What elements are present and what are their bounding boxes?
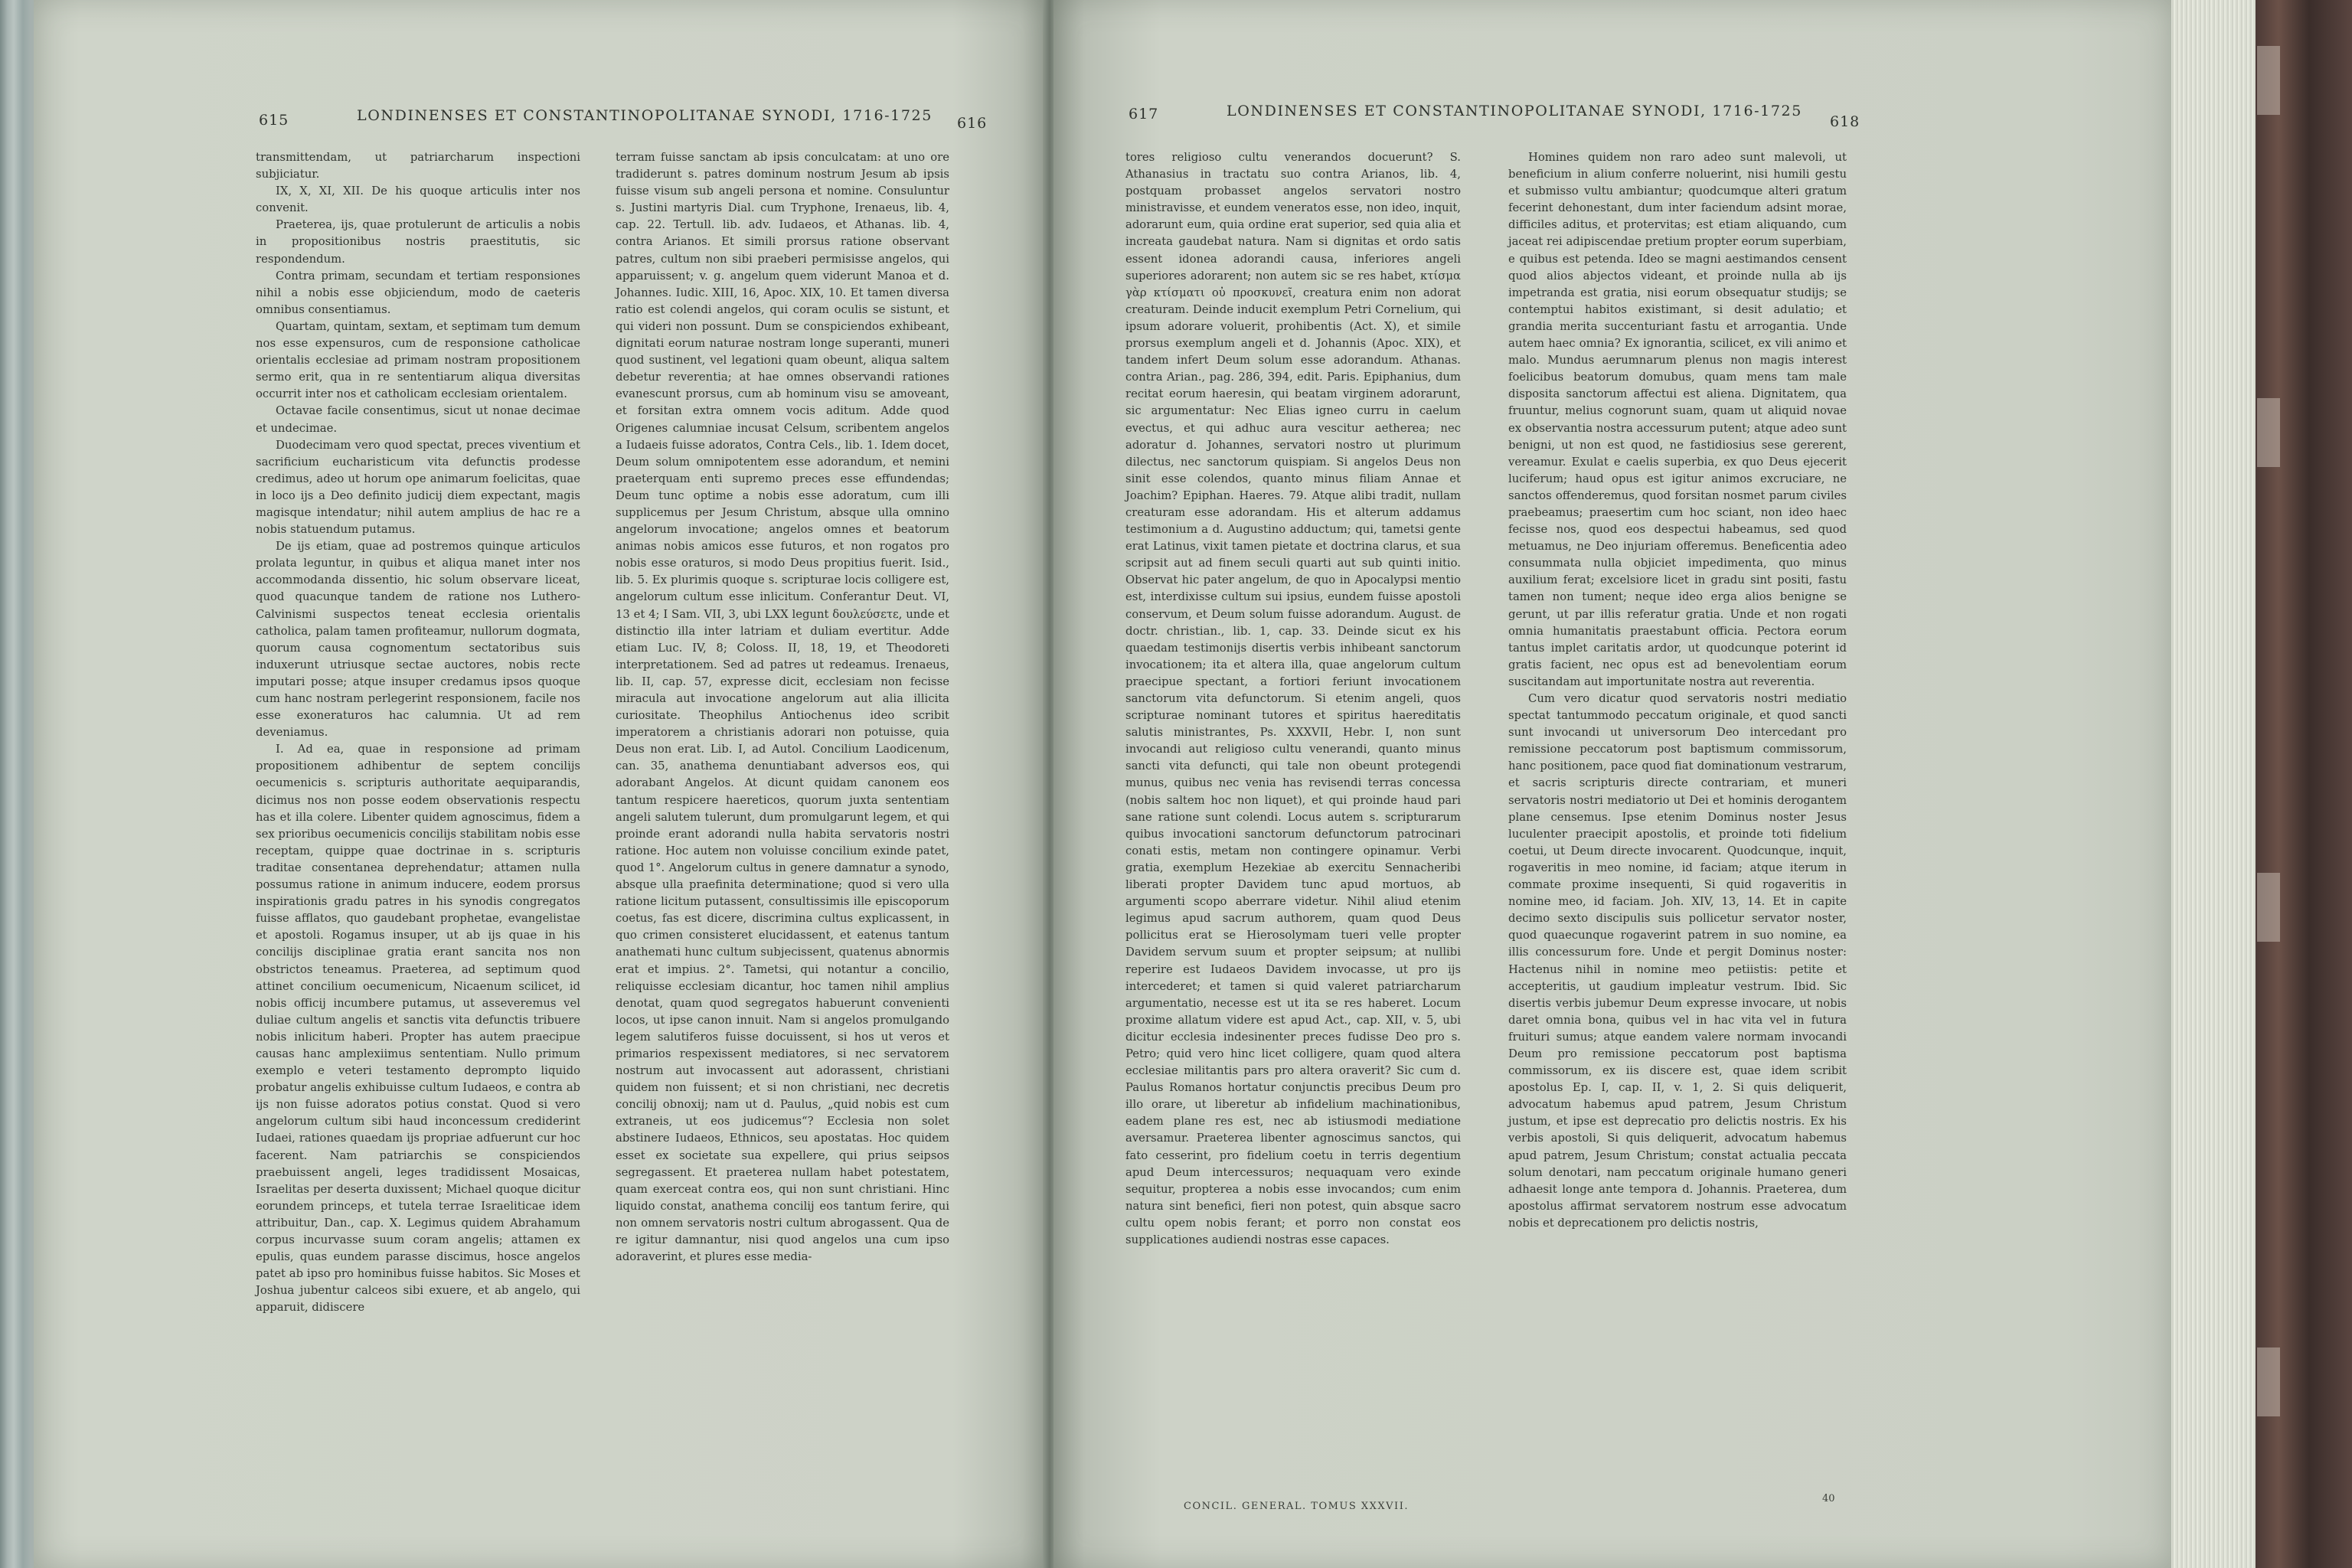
page-number-617: 617 xyxy=(1129,106,1159,122)
running-title-left: LONDINENSES ET CONSTANTINOPOLITANAE SYNODI, 1716-1725 xyxy=(357,107,933,124)
paragraph: tores religioso cultu venerandos docuerunt? S. Athanasius in tractatu suo contra Arianos, lib. 4, postquam probasset angelos servatori nostro ministravisse, et eundem veneratos esse, non ideo, inquit, adorarunt eum, quia ordine erat superior, sed quia alia et increata gaudebat natura. Nam si dignitas et ordo satis essent idonea adorandi causa, inferiores angeli superiores adorarent; non autem sic se res habet, κτίσμα γὰρ κτίσματι οὐ προσκυνεῖ, creatura enim non adorat creaturam. Deinde inducit exemplum Petri Cornelium, qui ipsum adorare voluerit, prohibentis (Act. X), et simile prorsus exemplum angeli et d. Johannis (Apoc. XIX), et tandem infert Deum solum esse adorandum. Athanas. contra Arian., pag. 286, 394, edit. Paris. Epiphanius, dum recitat eorum haeresin, qui beatam virginem adorarunt, sic argumentatur: Nec Elias igneo curru in caelum evectus, et qui adhuc aura vescitur aetherea; nec adoratur d. Johannes, servatori nostro ut plurimum dilectus, nec sanctorum quispiam. Si angelos Deus non sinit esse colendos, quanto minus filiam Annae et Joachim? Epiphan. Haeres. 79. Atque alibi tradit, nullam creaturam esse adorandam. His et alterum addamus testimonium a d. Augustino adductum; qui, tametsi gente erat Latinus, vixit tamen pietate et doctrina clarus, et sua scripsit aut ad finem seculi quarti aut sub quinti initio. Observat hic pater angelum, de quo in Apocalypsi mentio est, interdixisse cultum sui ipsius, eundem fuisse apostoli conservum, et Deum solum fuisse adorandum. August. de doctr. christian., lib. 1, cap. 33. Deinde sicut ex his quaedam testimonijs disertis verbis inhibeant sanctorum invocationem; ita et altera illa, quae angelorum cultum praecipue spectant, a fortiori feriunt invocationem sanctorum vita defunctorum. Si etenim angeli, quos scripturae nominant tutores et spiritus haereditatis salutis ministrantes, Ps. XXXVII, Hebr. I, non sunt invocandi aut religioso cultu venerandi, quanto minus sancti vita defuncti, qui tale non obeunt protegendi munus, quibus nec venia has revisendi terras concessa (nobis saltem hoc non liquet), et qui proinde haud pari sane ratione sunt colendi. Locus autem s. scripturarum quibus invocationi sanctorum defunctorum patrocinari conati estis, metam non contingere opinamur. Verbi gratia, exemplum Hezekiae ab exercitu Sennacheribi liberati propter Davidem tunc apud mortuos, ab argumenti scopo aberrare videtur. Nihil aliud etenim legimus apud sacrum authorem, quam quod Deus pollicitus erat se Hierosolymam tueri velle propter Davidem servum suum et propter seipsum; at nullibi reperire est Iudaeos Davidem invocasse, ut pro ijs intercederet; et tamen si quid valeret patriarcharum argumentatio, necesse est ut ita se res haberet. Locum proxime allatum videre est apud Act., cap. XII, v. 5, ubi dicitur ecclesia indesinenter preces fudisse Deo pro s. Petro; quid vero hinc licet colligere, quam quod altera ecclesiae militantis pars pro altera oraverit? Sic cum d. Paulus Romanos hortatur conjunctis precibus Deum pro illo orare, ut liberetur ab infidelium machinationibus, eadem plane res est, nec ab istiusmodi mediatione aversamur. Praeterea libenter agnoscimus sanctos, qui fato cesserint, pro fidelium coetu in terris degentium apud Deum intercessuros; nequaquam vero exinde sequitur, propterea a nobis esse invocandos; cum enim natura sint benefici, fieri non potest, quin absque sacro cultu opem nobis ferant; et porro non constat eos supplicationes audiendi nostras esse capaces. xyxy=(1125,151,1461,1246)
paragraph: Praeterea, ijs, quae protulerunt de articulis a nobis in propositionibus nostris praestitutis, sic respondendum. xyxy=(256,218,580,266)
right-page-column-1 xyxy=(1125,149,1461,1249)
page-fore-edge xyxy=(2171,0,2256,1568)
right-page-column-2 xyxy=(1508,149,1847,1232)
paragraph: terram fuisse sanctam ab ipsis conculcatam: at uno ore tradiderunt s. patres dominum nostrum Jesum ab ipsis fuisse visum sub angeli persona et nomine. Consuluntur s. Justini martyris Dial. cum Tryphone, Irenaeus, lib. 4, cap. 22. Tertull. lib. adv. Iudaeos, et Athanas. lib. 4, contra Arianos. Et simili prorsus ratione observant patres, cultum non sibi praeberi permisisse angelos, qui apparuissent; v. g. angelum quem viderunt Manoa et d. Johannes. Iudic. XIII, 16, Apoc. XIX, 10. Et tamen diversa ratio est colendi angelos, qui coram oculis se sistunt, et qui videri non possunt. Dum se conspiciendos exhibeant, dignitati eorum naturae nostram longe superanti, muneri quod sustinent, vel legationi quam obeunt, aliqua saltem debetur reverentia; at hae omnes observandi rationes evanescunt prorsus, cum ab hominum visu se amoveant, et forsitan extra omnem vocis aditum. Adde quod Origenes calumniae incusat Celsum, scribentem angelos a Iudaeis fuisse adoratos, Contra Cels., lib. 1. Idem docet, Deum solum omnipotentem esse adorandum, et nemini praeterquam enti supremo preces esse effundendas; Deum tunc optime a nobis esse adoratum, cum illi supplicemus per Jesum Christum, absque ulla omnino angelorum invocatione; angelos omnes et beatorum animas nobis amicos esse futuros, et non rogatos pro nobis esse oraturos, si modo Deus propitius fuerit. Isid., lib. 5. Ex plurimis quoque s. scripturae locis colligere est, angelorum cultum esse inlicitum. Conferantur Deut. VI, 13 et 4; I Sam. VII, 3, ubi LXX legunt δουλεύσετε, unde et distinctio illa inter latriam et duliam evertitur. Adde etiam Luc. IV, 8; Coloss. II, 18, 19, et Theodoreti interpretationem. Sed ad patres ut redeamus. Irenaeus, lib. II, cap. 57, expresse dicit, ecclesiam non fecisse miracula aut invocatione angelorum aut alia illicita curiositate. Theophilus Antiochenus ideo scribit imperatorem a christianis adorari non potuisse, quia Deus non erat. Lib. I, ad Autol. Concilium Laodicenum, can. 35, anathema denuntiabant adversos eos, qui adorabant Angelos. At dicunt quidam canonem eos tantum respicere haereticos, quorum juxta sententiam angeli salutem tulerunt, dum promulgarunt legem, et qui proinde erant adorandi nulla habita servatoris nostri ratione. Hoc autem non voluisse concilium exinde patet, quod 1°. Angelorum cultus in genere damnatur a synodo, absque ulla praefinita determinatione; quod si vero ulla ratione licitum putassent, consultissimis ille episcoporum coetus, fas est dicere, discrimina cultus explicassent, in quo crimen consisteret elucidassent, et eatenus tantum anathemati hunc cultum subjecissent, quatenus abnormis erat et impius. 2°. Tametsi, qui notantur a concilio, reliquisse ecclesiam dicantur, hoc tamen nihil amplius denotat, quam quod segregatos habuerunt convenienti locos, ut ipse canon innuit. Nam si angelos promulgando legem salutiferos fuisse docuissent, si hos ut veros et primarios respexissent mediatores, si nec servatorem nostrum aut invocassent aut adorassent, christiani quidem non fuissent; et si non christiani, nec decretis concilij obnoxij; nam ut d. Paulus, „quid nobis est cum extraneis, ut eos judicemus“? Ecclesia non solet abstinere Iudaeos, Ethnicos, seu apostatas. Hoc quidem esset ex societate sua expellere, qui prius seipsos segregassent. Et praeterea nullam habet potestatem, quam exerceat contra eos, qui non sunt christiani. Hinc liquido constat, anathema concilij eos tantum ferire, qui non omnem servatoris nostri cultum abrogassent. Qua de re igitur damnantur, nisi quod angelos una cum ipso adoraverint, et plures esse media- xyxy=(616,151,949,1264)
paragraph: Homines quidem non raro adeo sunt malevoli, ut beneficium in alium conferre noluerint, nisi humili gestu et submisso vultu ambiantur; quodcumque alteri gratum fecerint dehonestant, dum inter faciendum adsint morae, difficiles aditus, et protervitas; est etiam aliquando, cum jaceat rei adipiscendae pretium propter eorum superbiam, e quibus est petenda. Ideo se magni aestimandos censent quod alios abjectos videant, et proinde nulla ab ijs impetranda est gratia, nisi eorum obsequatur studijs; se contemptui habitos existimant, si desit adulatio; et grandia merita succenturiant fastu et arrogantia. Unde autem haec omnia? Ex ignorantia, scilicet, ex vili animo et malo. Mundus aerumnarum plenus non magis interest foelicibus beatorum domubus, quam mens tam male disposita sanctorum affectui est aliena. Dignitatem, qua fruuntur, melius cognorunt suam, quam ut aliquid novae ex observantia nostra accessurum putent; atque adeo sunt benigni, ut non est quod, ne fastidiosius sese gererent, vereamur. Exulat e caelis superbia, ex quo Deus ejecerit luciferum; haud opus est igitur animos excruciare, ne sanctos offenderemus, quod forsitan nosmet parum civiles praebeamus; praesertim cum hoc sciant, non ideo haec fecisse nos, quod eos despectui habeamus, sed quod metuamus, ne Deo injuriam offeremus. Beneficentia adeo consummata nulla objiciet impedimenta, quo minus auxilium ferat; excelsiore licet in gradu sint positi, fastu tamen non tument; neque ideo erga alios benigne se gerunt, ut par illis referatur gratia. Unde et non rogati omnia humanitatis praestabunt officia. Pectora eorum tantus implet caritatis ardor, ut quodcunque poterint id gratis facient, nec opus est ad benevolentiam eorum suscitandam aut importunitate nostra aut reverentia. xyxy=(1508,151,1847,688)
paragraph: I. Ad ea, quae in responsione ad primam propositionem adhibentur de septem concilijs oecumenicis s. scripturis authoritate aequiparandis, dicimus nos non posse eodem observationis respectu has et illa colere. Libenter quidem agnoscimus, fidem a sex prioribus oecumenicis concilijs stabilitam nobis esse receptam, quippe quae doctrinae in s. scripturis traditae consentanea deprehendatur; attamen nulla possumus ratione in animum inducere, eodem prorsus inspirationis gradu patres in his synodis congregatos fuisse afflatos, quo gaudebant prophetae, evangelistae et apostoli. Rogamus insuper, ut ab ijs quae in his concilijs disciplinae gratia erant sancita nos non obstrictos teneamus. Praeterea, ad septimum quod attinet concilium oecumenicum, Nicaenum scilicet, id nobis officij incumbere putamus, ut asseveremus vel duliae cultum angelis et sanctis vita defunctis tribuere nobis inlicitum haberi. Propter has autem praecipue causas hanc amplexiimus sententiam. Nullo primum exemplo e veteri testamento deprompto liquido probatur angelis exhibuisse cultum Iudaeos, e contra ab ijs non fuisse adoratos potius constat. Quod si vero angelorum cultum sibi haud inconcessum crediderint Iudaei, rationes quaedam ijs propriae adfuerunt cur hoc facerent. Nam patriarchis se conspiciendos praebuissent angeli, leges tradidissent Mosaicas, Israelitas per deserta duxissent; Michael quoque dicitur eorundem princeps, et tutela terrae Israeliticae idem attribuitur, Dan., cap. X. Legimus quidem Abrahamum corpus incurvasse suum coram angelis; attamen ex epulis, quas eundem parasse discimus, hosce angelos patet ab ipso pro hominibus fuisse habitos. Sic Moses et Joshua jubentur calceos sibi exuere, et ab angelo, qui apparuit, didiscere xyxy=(256,743,580,1315)
footer-signature: CONCIL. GENERAL. TOMUS XXXVII. xyxy=(1184,1501,1409,1512)
book-cover-edge xyxy=(2256,0,2352,1568)
signature-mark: 40 xyxy=(1822,1493,1835,1504)
cover-mark xyxy=(2257,398,2280,467)
paragraph: Octavae facile consentimus, sicut ut nonae decimae et undecimae. xyxy=(256,404,580,435)
cover-mark xyxy=(2257,873,2280,942)
running-title-right: LONDINENSES ET CONSTANTINOPOLITANAE SYNODI, 1716-1725 xyxy=(1227,103,1802,119)
page-number-616: 616 xyxy=(957,115,988,132)
page-number-615: 615 xyxy=(259,112,289,129)
paragraph: IX, X, XI, XII. De his quoque articulis inter nos convenit. xyxy=(256,185,580,215)
cover-mark xyxy=(2257,1348,2280,1416)
paragraph: Contra primam, secundam et tertiam responsiones nihil a nobis esse objiciendum, modo de caeteris omnibus consentiamus. xyxy=(256,269,580,316)
paragraph: Duodecimam vero quod spectat, preces viventium et sacrificium eucharisticum vita defunctis prodesse credimus, adeo ut horum ope animarum foelicitas, quae in loco ijs a Deo definito judicij diem expectant, magis magisque intendatur; nihil autem amplius de hac re a nobis statuendum putamus. xyxy=(256,438,580,537)
paragraph: Quartam, quintam, sextam, et septimam tum demum nos esse expensuros, cum de responsione catholicae orientalis ecclesiae ad primam nostram propositionem sermo erit, qua in re sententiarum aliqua diversitas occurrit inter nos et catholicam ecclesiam orientalem. xyxy=(256,319,580,401)
right-page xyxy=(1054,0,2171,1568)
left-page-column-1 xyxy=(256,149,580,1316)
paragraph: Cum vero dicatur quod servatoris nostri mediatio spectat tantummodo peccatum originale, et quod sancti sunt invocandi ut universorum Deo intercedant pro remissione peccatorum post baptismum commissorum, hanc positionem, pace quod fiat dominationum vestrarum, et sacris scripturis directe contrariam, et muneri servatoris nostri mediatorio ut Dei et hominis derogantem plane censemus. Ipse etenim Dominus noster Jesus luculenter praecipit apostolis, et proinde toti fidelium coetui, ut Deum directe invocarent. Quodcunque, inquit, rogaveritis in meo nomine, id faciam; atque iterum in commate proxime insequenti, Si quid rogaveritis in nomine meo, id faciam. Joh. XIV, 13, 14. Et in capite decimo sexto discipulis suis pollicetur servator noster, quod quaecunque rogaverint patrem in suo nomine, ea illis concessurum fore. Unde et pergit Dominus noster: Hactenus nihil in nomine meo petiistis: petite et accepteritis, ut gaudium impleatur vestrum. Ibid. Sic disertis verbis jubemur Deum expresse invocare, ut nobis daret omnia bona, quibus vel in hac vita vel in futura fruituri sumus; atque eandem valere normam invocandi Deum pro remissione peccatorum post baptisma commissorum, ex iis discere est, quae idem scribit apostolus Ep. I, cap. II, v. 1, 2. Si quis deliquerit, advocatum habemus apud patrem, Jesum Christum justum, et ipse est deprecatio pro delictis nostris. Ex his verbis apostoli, Si quis deliquerit, advocatum habemus apud patrem, Jesum Christum; constat actualia peccata solum denotari, nam peccatum originale humano generi adhaesit longe ante tempora d. Johannis. Praeterea, dum apostolus affirmat servatorem nostrum esse advocatum nobis et deprecationem pro delictis nostris, xyxy=(1508,692,1847,1230)
left-page-column-2 xyxy=(616,149,949,1266)
left-page-header xyxy=(34,106,1046,136)
paragraph: transmittendam, ut patriarcharum inspectioni subjiciatur. xyxy=(256,151,580,181)
page-number-618: 618 xyxy=(1830,113,1860,130)
left-page xyxy=(34,0,1046,1568)
cover-mark xyxy=(2257,46,2280,115)
right-page-header xyxy=(1054,103,2171,136)
paragraph: De ijs etiam, quae ad postremos quinque articulos prolata leguntur, in quibus et aliqua manet inter nos accommodanda dissentio, hic solum observare liceat, quod quacunque tandem de ratione nos Luthero-Calvinismi suspectos teneat ecclesia orientalis catholica, palam tamen profiteamur, nullorum dogmata, quorum causa cognomentum sectatoribus suis induxerunt utriusque sectae auctores, nobis recte imputari posse; atque insuper credamus ipsos quoque cum hanc nostram perlegerint responsionem, facile nos esse exoneraturos hac calumnia. Ut ad rem deveniamus. xyxy=(256,540,580,740)
